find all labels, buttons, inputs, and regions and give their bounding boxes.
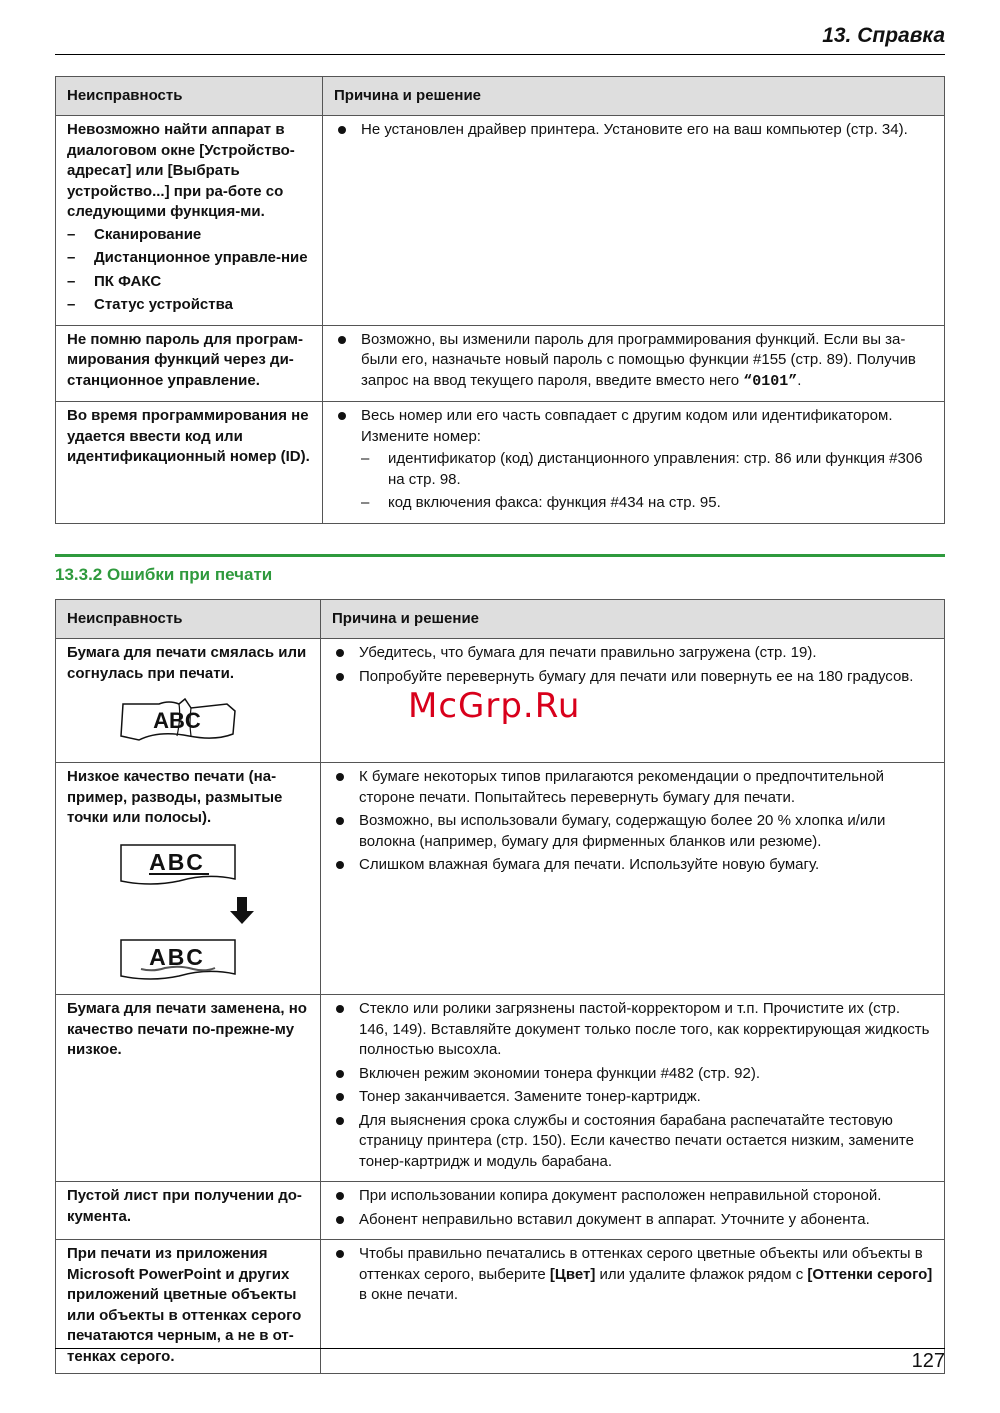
column-header-solution: Причина и решение bbox=[321, 600, 945, 639]
top-rule bbox=[55, 54, 945, 55]
table-row bbox=[56, 1240, 945, 1374]
problem-text: При печати из приложения Microsoft PowerPoint и других приложений цветные объекты или объекты в оттенках серого печатаются черным, а не в от-тенках серого. bbox=[67, 1245, 302, 1365]
problem-cell bbox=[56, 402, 323, 524]
list-item: Для выяснения срока службы и состояния барабана распечатайте тестовую страницу принтера (стр. 150). Если качество печати остается низким, замените тонер-картридж и модуль барабана. bbox=[332, 1111, 933, 1173]
problem-text: Бумага для печати смялась или согнулась при печати. bbox=[67, 644, 307, 682]
subsection-rule bbox=[55, 554, 945, 557]
solution-cell bbox=[321, 763, 945, 995]
problem-text: Низкое качество печати (на-пример, разводы, размытые точки или полосы). bbox=[67, 768, 283, 826]
solution-list bbox=[332, 1186, 933, 1230]
solution-text: Весь номер или его часть совпадает с другим кодом или идентификатором. Измените номер: bbox=[361, 407, 893, 445]
default-password: “0101” bbox=[743, 372, 798, 390]
solution-text: или удалите флажок рядом с bbox=[595, 1265, 808, 1283]
problem-text: Бумага для печати заменена, но качество печати по-прежне-му низкое. bbox=[67, 1000, 307, 1058]
list-item: – Статус устройства bbox=[67, 295, 311, 316]
problem-cell bbox=[56, 1182, 321, 1240]
illustration-text: ABC bbox=[149, 943, 205, 970]
subsection-title: 13.3.2 Ошибки при печати bbox=[55, 565, 273, 584]
solution-cell bbox=[321, 1182, 945, 1240]
list-item: Попробуйте перевернуть бумагу для печати или повернуть ее на 180 градусов. bbox=[332, 667, 933, 688]
list-item bbox=[332, 1244, 933, 1306]
problem-text: Не помню пароль для програм-мирования функций через ди-станционное управление. bbox=[67, 330, 303, 389]
table-row bbox=[56, 995, 945, 1182]
bottom-rule bbox=[55, 1348, 945, 1349]
table-row bbox=[56, 402, 945, 524]
solution-list bbox=[332, 1244, 933, 1306]
problem-text: Пустой лист при получении до-кумента. bbox=[67, 1187, 302, 1225]
solution-cell bbox=[321, 1240, 945, 1374]
list-item: – код включения факса: функция #434 на стр. 95. bbox=[361, 493, 933, 514]
solution-text: в окне печати. bbox=[359, 1286, 459, 1303]
list-item bbox=[334, 406, 933, 514]
watermark: McGrp.Ru bbox=[408, 686, 581, 726]
list-item: Слишком влажная бумага для печати. Используйте новую бумагу. bbox=[332, 855, 933, 876]
table-header-row bbox=[56, 600, 945, 639]
problem-cell bbox=[56, 995, 321, 1182]
menu-option-grayscale: [Оттенки серого] bbox=[807, 1265, 933, 1283]
solution-list bbox=[334, 330, 933, 393]
problem-cell bbox=[56, 763, 321, 995]
list-item: Включен режим экономии тонера функции #482 (стр. 92). bbox=[332, 1064, 933, 1085]
solution-list bbox=[332, 999, 933, 1172]
menu-option-color: [Цвет] bbox=[549, 1265, 596, 1283]
solution-cell bbox=[321, 995, 945, 1182]
table-row bbox=[56, 116, 945, 326]
solution-list bbox=[334, 406, 933, 514]
list-item: Тонер заканчивается. Замените тонер-картридж. bbox=[332, 1087, 933, 1108]
table-row bbox=[56, 325, 945, 402]
section-title: 13. Справка bbox=[822, 24, 945, 47]
list-item bbox=[334, 330, 933, 393]
solution-text: Возможно, вы изменили пароль для программирования функций. Если вы за-были его, назначьте новый пароль с помощью функции #155 (стр. 89). Получив запрос на ввод текущего пароля, введите вместо него bbox=[361, 330, 916, 389]
column-header-problem: Неисправность bbox=[56, 600, 321, 639]
troubleshooting-table-1 bbox=[55, 76, 945, 524]
problem-cell bbox=[56, 1240, 321, 1374]
solution-cell bbox=[323, 116, 945, 326]
page-number: 127 bbox=[911, 1350, 945, 1372]
list-item: Не установлен драйвер принтера. Установите его на ваш компьютер (стр. 34). bbox=[334, 120, 933, 141]
problem-cell bbox=[56, 116, 323, 326]
list-item: Возможно, вы использовали бумагу, содержащую более 20 % хлопка и/или волокна (например, бумагу для фирменных бланков или резюме). bbox=[332, 811, 933, 852]
solution-list bbox=[332, 643, 933, 687]
print-quality-illustration bbox=[119, 841, 309, 989]
solution-list bbox=[332, 767, 933, 876]
wrinkled-paper-illustration bbox=[119, 696, 309, 753]
list-item: Стекло или ролики загрязнены пастой-корректором и т.п. Прочистите их (стр. 146, 149). Вставляйте документ только после того, как корректирующая жидкость полностью высохла. bbox=[332, 999, 933, 1061]
illustration-text: ABC bbox=[149, 848, 205, 875]
sub-list bbox=[361, 449, 933, 514]
list-item: – ПК ФАКС bbox=[67, 272, 311, 293]
problem-cell bbox=[56, 325, 323, 402]
problem-cell bbox=[56, 639, 321, 763]
list-item: – Дистанционное управле-ние bbox=[67, 248, 311, 269]
solution-text-end: . bbox=[797, 371, 802, 389]
list-item: При использовании копира документ расположен неправильной стороной. bbox=[332, 1186, 933, 1207]
solution-cell bbox=[323, 325, 945, 402]
problem-function-list bbox=[67, 225, 311, 316]
list-item: – Сканирование bbox=[67, 225, 311, 246]
table-row bbox=[56, 1182, 945, 1240]
table-row bbox=[56, 763, 945, 995]
column-header-solution: Причина и решение bbox=[323, 77, 945, 116]
solution-cell bbox=[323, 402, 945, 524]
list-item: Абонент неправильно вставил документ в аппарат. Уточните у абонента. bbox=[332, 1210, 933, 1231]
list-item: К бумаге некоторых типов прилагаются рекомендации о предпочтительной стороне печати. Попытайтесь перевернуть бумагу для печати. bbox=[332, 767, 933, 808]
problem-text: Невозможно найти аппарат в диалоговом окне [Устройство-адресат] или [Выбрать устройство...] при ра-боте со следующими функция-ми. bbox=[67, 121, 295, 220]
list-item: Убедитесь, что бумага для печати правильно загружена (стр. 19). bbox=[332, 643, 933, 664]
list-item: – идентификатор (код) дистанционного управления: стр. 86 или функция #306 на стр. 98. bbox=[361, 449, 933, 490]
column-header-problem: Неисправность bbox=[56, 77, 323, 116]
problem-text: Во время программирования не удается ввести код или идентификационный номер (ID). bbox=[67, 407, 310, 465]
solution-list bbox=[334, 120, 933, 141]
illustration-text: ABC bbox=[153, 708, 201, 733]
table-header-row bbox=[56, 77, 945, 116]
solution-text: Чтобы правильно печатались в оттенках серого цветные объекты или объекты в оттенках серого, выберите bbox=[359, 1245, 923, 1283]
arrow-down-icon bbox=[229, 897, 309, 932]
